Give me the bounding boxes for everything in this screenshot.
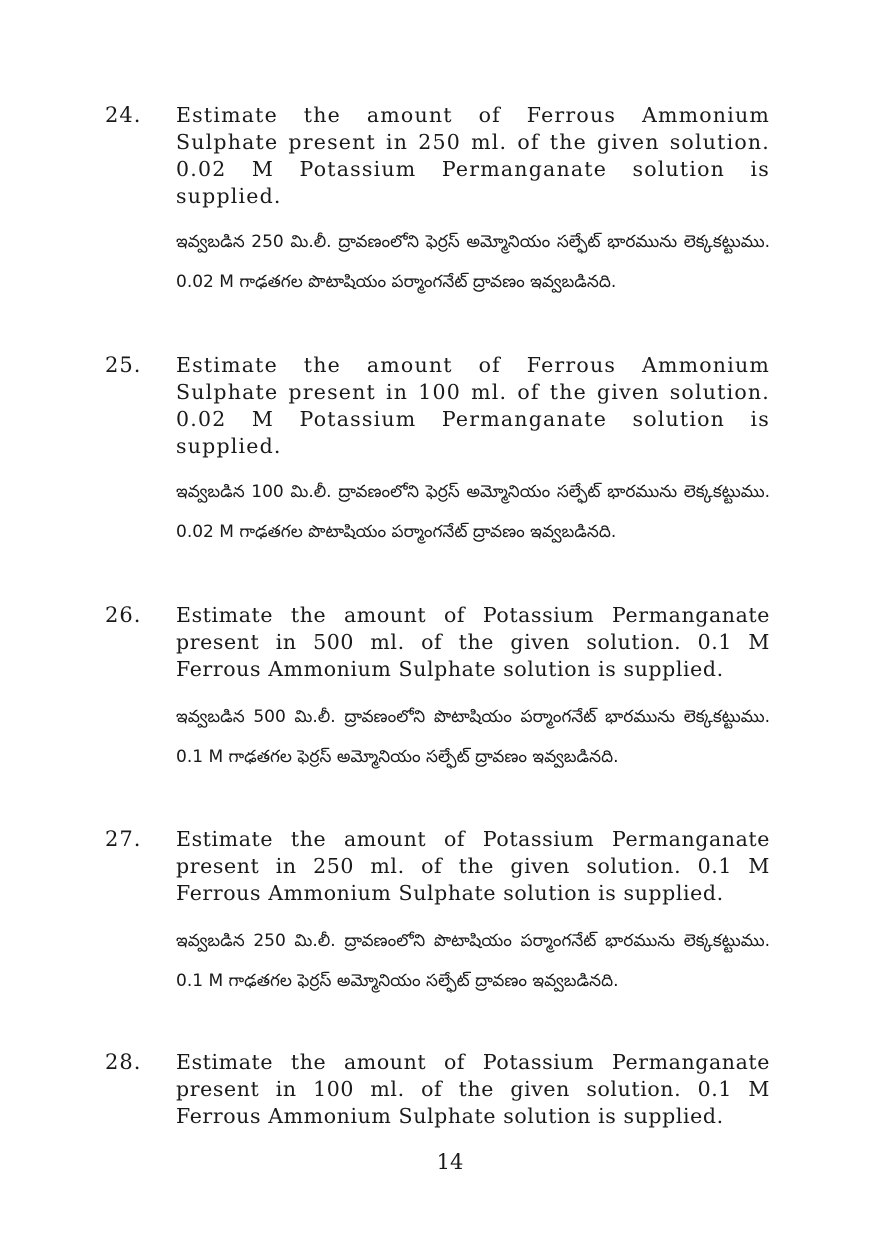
item-number: 25. [105, 353, 142, 377]
item-telugu-text: ఇవ్వబడిన 250 మి.లీ. ద్రావణంలోని పొటాషియం పర్మాంగనేట్ భారమును లెక్కకట్టుము. 0.1 M గాఢతగల ఫెర్రస్ అమ్మోనియం సల్ఫేట్ ద్రావణం ఇవ్వబడినది. [176, 931, 770, 991]
item-telugu-text: ఇవ్వబడిన 250 మి.లీ. ద్రావణంలోని ఫెర్రస్ అమ్మోనియం సల్ఫేట్ భారమును లెక్కకట్టుము. 0.02 M గాఢతగల పొటాషియం పర్మాంగనేట్ ద్రావణం ఇవ్వబడినది. [176, 232, 770, 292]
item-number: 24. [105, 103, 142, 127]
page-number: 14 [436, 1150, 464, 1174]
item-english-text: Estimate the amount of Ferrous Ammonium Sulphate present in 250 ml. of the given solution. 0.02 M Potassium Permanganate solution is supplied. [176, 103, 770, 208]
item-telugu-text: ఇవ్వబడిన 500 మి.లీ. ద్రావణంలోని పొటాషియం పర్మాంగనేట్ భారమును లెక్కకట్టుము. 0.1 M గాఢతగల ఫెర్రస్ అమ్మోనియం సల్ఫేట్ ద్రావణం ఇవ్వబడినది. [176, 707, 770, 767]
item-number: 26. [105, 603, 142, 627]
item-number: 28. [105, 1050, 142, 1074]
item-english-text: Estimate the amount of Ferrous Ammonium Sulphate present in 100 ml. of the given solution. 0.02 M Potassium Permanganate solution is supplied. [176, 353, 770, 458]
item-english-text: Estimate the amount of Potassium Permanganate present in 100 ml. of the given solution. 0.1 M Ferrous Ammonium Sulphate solution is supplied. [176, 1050, 770, 1128]
item-telugu-text: ఇవ్వబడిన 100 మి.లీ. ద్రావణంలోని ఫెర్రస్ అమ్మోనియం సల్ఫేట్ భారమును లెక్కకట్టుము. 0.02 M గాఢతగల పొటాషియం పర్మాంగనేట్ ద్రావణం ఇవ్వబడినది. [176, 482, 770, 542]
item-english-text: Estimate the amount of Potassium Permanganate present in 500 ml. of the given solution. 0.1 M Ferrous Ammonium Sulphate solution is supplied. [176, 603, 770, 681]
item-english-text: Estimate the amount of Potassium Permanganate present in 250 ml. of the given solution. 0.1 M Ferrous Ammonium Sulphate solution is supplied. [176, 827, 770, 905]
item-number: 27. [105, 827, 142, 851]
